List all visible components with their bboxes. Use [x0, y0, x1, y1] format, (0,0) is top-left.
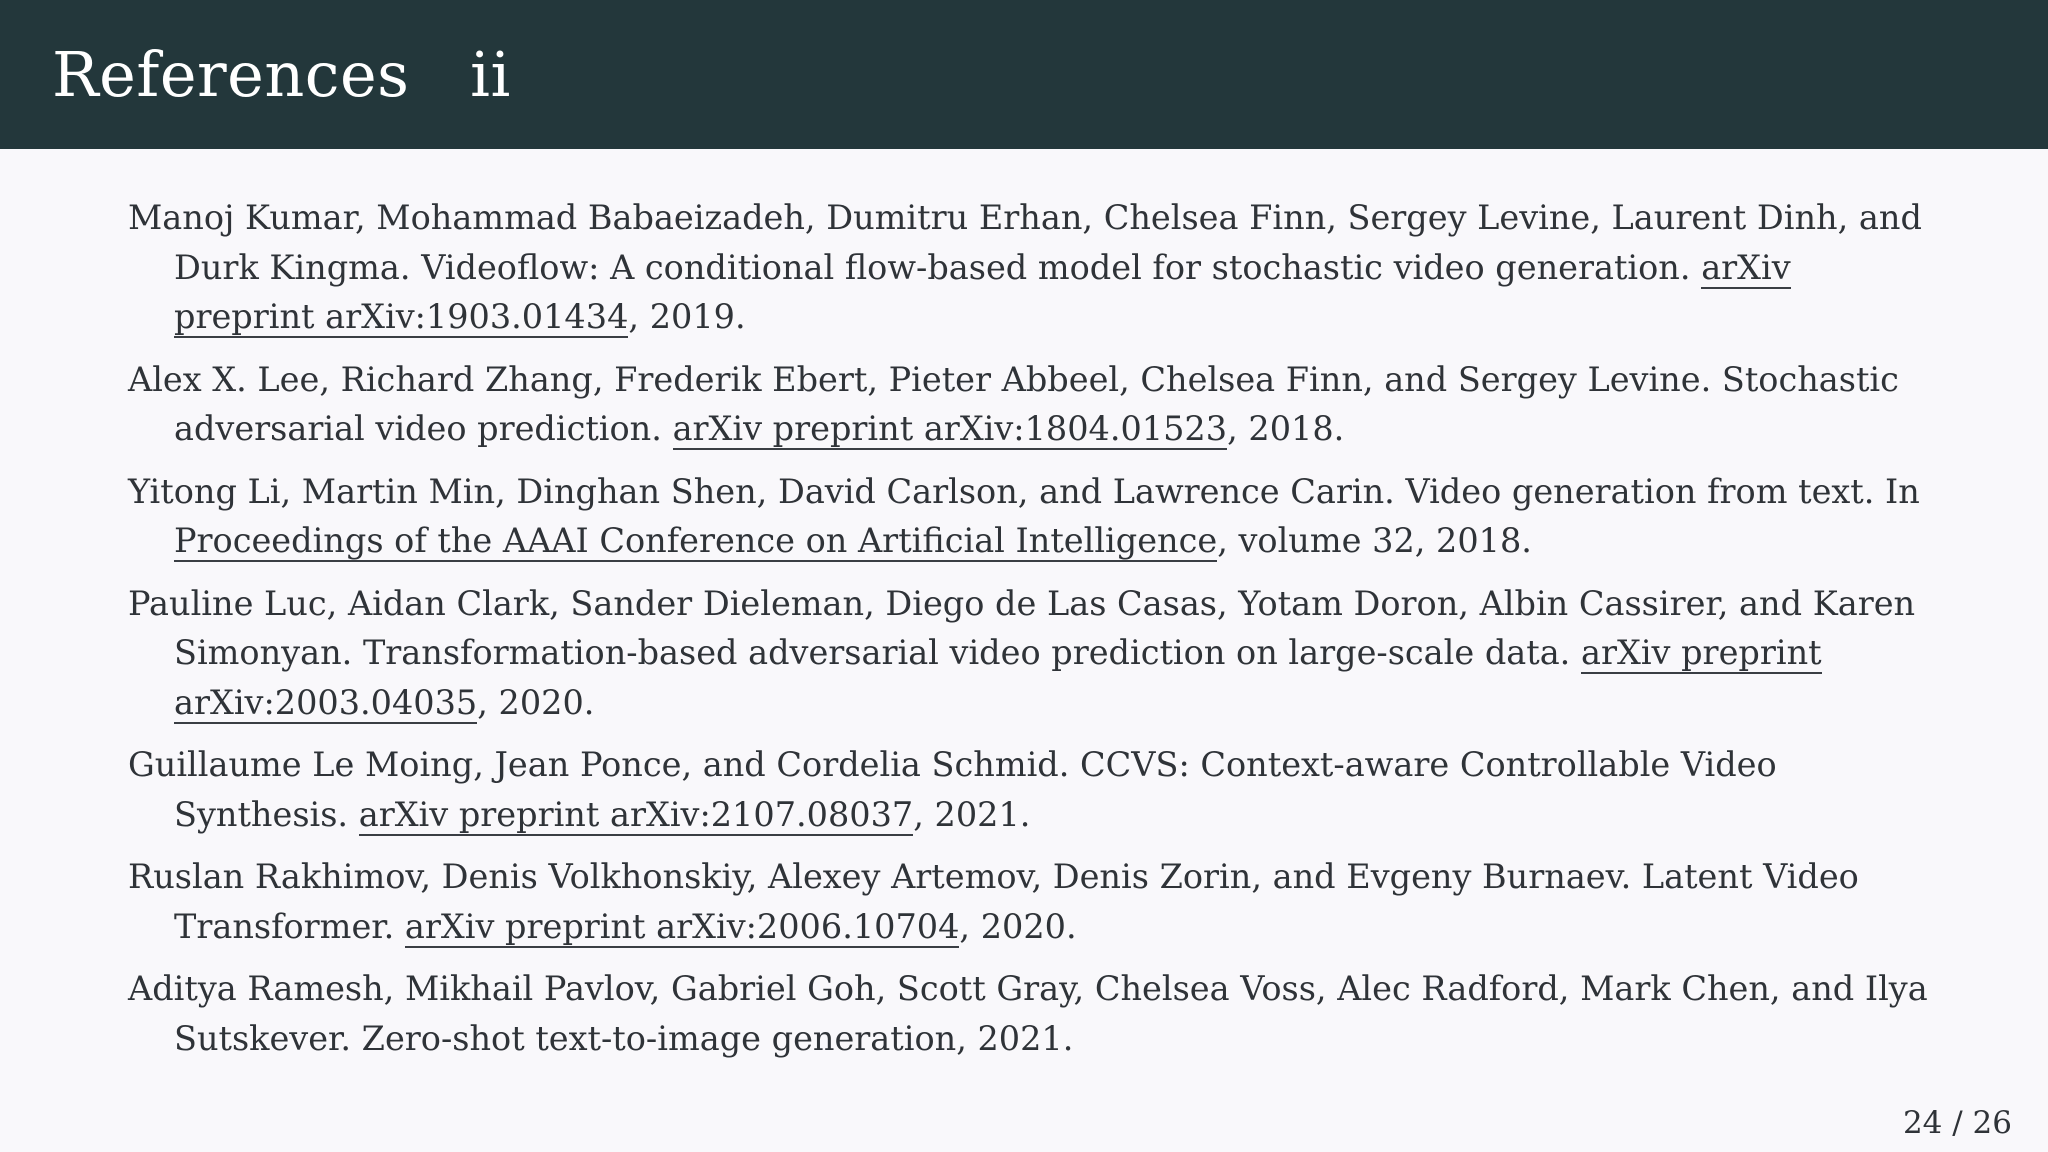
reference-entry — [128, 852, 1928, 951]
reference-link[interactable]: arXiv preprint arXiv:1804.01523 — [672, 409, 1228, 448]
reference-entry — [128, 467, 1928, 566]
reference-text: Pauline Luc, Aidan Clark, Sander Dieleman, Diego de Las Casas, Yotam Doron, Albin Cassirer, and Karen Simonyan. Transformation-based adversarial video prediction on large-scale data. — [128, 583, 1916, 672]
title-bar — [0, 0, 2048, 149]
reference-entry — [128, 579, 1928, 728]
reference-tail: , 2020. — [477, 682, 595, 722]
reference-link[interactable]: arXiv preprint arXiv:2107.08037 — [358, 794, 914, 834]
reference-tail: , 2018. — [1227, 409, 1345, 448]
reference-text: Guillaume Le Moing, Jean Ponce, and Cordelia Schmid. CCVS: Context-aware Controllable Video Synthesis. — [128, 745, 1777, 834]
reference-link[interactable]: arXiv preprint arXiv:2003.04035 — [174, 633, 1822, 722]
reference-list — [128, 193, 1928, 1076]
reference-link[interactable]: arXiv preprint arXiv:2006.10704 — [404, 906, 960, 946]
reference-entry — [128, 740, 1928, 839]
reference-text: Alex X. Lee, Richard Zhang, Frederik Ebert, Pieter Abbeel, Chelsea Finn, and Sergey Levine. Stochastic adversarial video prediction. — [128, 359, 1899, 448]
reference-text: Yitong Li, Martin Min, Dinghan Shen, David Carlson, and Lawrence Carin. Video generation from text. In — [128, 471, 1920, 511]
reference-text: Aditya Ramesh, Mikhail Pavlov, Gabriel Goh, Scott Gray, Chelsea Voss, Alec Radford, Mark Chen, and Ilya Sutskever. Zero-shot text-to-image generation, 2021. — [128, 969, 1928, 1058]
reference-entry — [128, 964, 1928, 1063]
reference-text: Manoj Kumar, Mohammad Babaeizadeh, Dumitru Erhan, Chelsea Finn, Sergey Levine, Laurent Dinh, and Durk Kingma. Videoflow: A conditional flow-based model for stochastic video generation. — [128, 198, 1922, 287]
reference-tail: , volume 32, 2018. — [1217, 521, 1532, 560]
reference-entry — [128, 193, 1928, 342]
reference-link[interactable]: arXiv preprint arXiv:1903.01434 — [174, 247, 1791, 336]
slide-title: References ii — [52, 38, 511, 111]
reference-entry — [128, 355, 1928, 454]
reference-text: Ruslan Rakhimov, Denis Volkhonskiy, Alexey Artemov, Denis Zorin, and Evgeny Burnaev. Latent Video Transformer. — [128, 857, 1859, 946]
page-number: 24 / 26 — [1902, 1105, 2012, 1141]
reference-tail: , 2021. — [913, 794, 1031, 834]
reference-link[interactable]: Proceedings of the AAAI Conference on Artificial Intelligence — [174, 521, 1218, 560]
reference-tail: , 2019. — [628, 297, 746, 336]
reference-tail: , 2020. — [959, 906, 1077, 946]
